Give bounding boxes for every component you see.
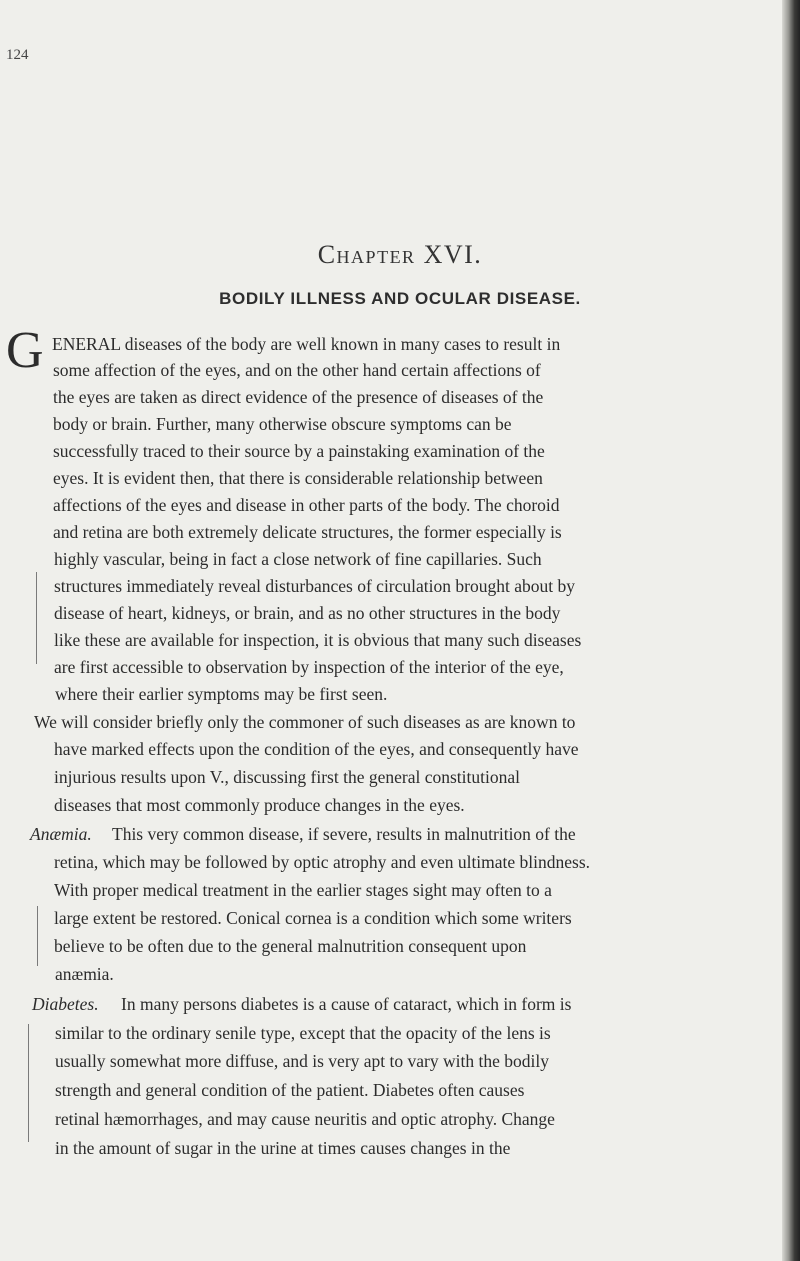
margin-mark bbox=[37, 906, 38, 966]
text-line: retinal hæmorrhages, and may cause neuritis and optic atrophy. Change bbox=[55, 1109, 555, 1129]
text-line: diseases that most commonly produce changes in the eyes. bbox=[54, 795, 465, 815]
chapter-title: Chapter XVI. bbox=[317, 240, 483, 269]
text-line: some affection of the eyes, and on the other hand certain affections of bbox=[53, 360, 541, 380]
margin-mark bbox=[28, 1024, 29, 1142]
text-line: eyes. It is evident then, that there is considerable relationship between bbox=[53, 468, 543, 488]
text-line: successfully traced to their source by a painstaking examination of the bbox=[53, 441, 545, 461]
section-title: BODILY ILLNESS AND OCULAR DISEASE. bbox=[219, 289, 581, 308]
text-line: In many persons diabetes is a cause of cataract, which in form is bbox=[121, 994, 572, 1014]
text-line: where their earlier symptoms may be first seen. bbox=[55, 684, 388, 704]
text-line: retina, which may be followed by optic atrophy and even ultimate blindness. bbox=[54, 852, 591, 872]
text-line: in the amount of sugar in the urine at times causes changes in the bbox=[55, 1138, 511, 1158]
side-heading-diabetes: Diabetes. bbox=[32, 994, 99, 1014]
page-number: 124 bbox=[6, 47, 29, 63]
text-line: usually somewhat more diffuse, and is very apt to vary with the bodily bbox=[55, 1051, 549, 1071]
page-edge-shadow bbox=[782, 0, 800, 1261]
text-line: have marked effects upon the condition of the eyes, and consequently have bbox=[54, 739, 579, 759]
text-line: and retina are both extremely delicate structures, the former especially is bbox=[53, 522, 562, 542]
text-line: the eyes are taken as direct evidence of the presence of diseases of the bbox=[53, 387, 544, 407]
text-line: disease of heart, kidneys, or brain, and as no other structures in the body bbox=[54, 603, 561, 623]
text-line: similar to the ordinary senile type, except that the opacity of the lens is bbox=[55, 1023, 551, 1043]
text-line: ENERAL diseases of the body are well known in many cases to result in bbox=[52, 334, 561, 354]
text-line: large extent be restored. Conical cornea is a condition which some writers bbox=[54, 908, 572, 928]
text-line: We will consider briefly only the commoner of such diseases as are known to bbox=[34, 712, 576, 732]
text-line: structures immediately reveal disturbances of circulation brought about by bbox=[54, 576, 575, 596]
text-line: highly vascular, being in fact a close network of fine capillaries. Such bbox=[54, 549, 542, 569]
text-line: strength and general condition of the patient. Diabetes often causes bbox=[55, 1080, 525, 1100]
drop-cap: G bbox=[6, 322, 44, 379]
text-line: With proper medical treatment in the earlier stages sight may often to a bbox=[54, 880, 552, 900]
text-line: This very common disease, if severe, results in malnutrition of the bbox=[112, 824, 576, 844]
side-heading-anaemia: Anæmia. bbox=[30, 824, 92, 844]
text-line: are first accessible to observation by inspection of the interior of the eye, bbox=[54, 657, 564, 677]
text-line: like these are available for inspection, it is obvious that many such diseases bbox=[54, 630, 582, 650]
text-line: affections of the eyes and disease in other parts of the body. The choroid bbox=[53, 495, 560, 515]
text-line: anæmia. bbox=[55, 964, 114, 984]
text-line: body or brain. Further, many otherwise obscure symptoms can be bbox=[53, 414, 512, 434]
text-line: believe to be often due to the general malnutrition consequent upon bbox=[54, 936, 527, 956]
text-line: injurious results upon V., discussing first the general constitutional bbox=[54, 767, 520, 787]
margin-mark bbox=[36, 572, 37, 664]
